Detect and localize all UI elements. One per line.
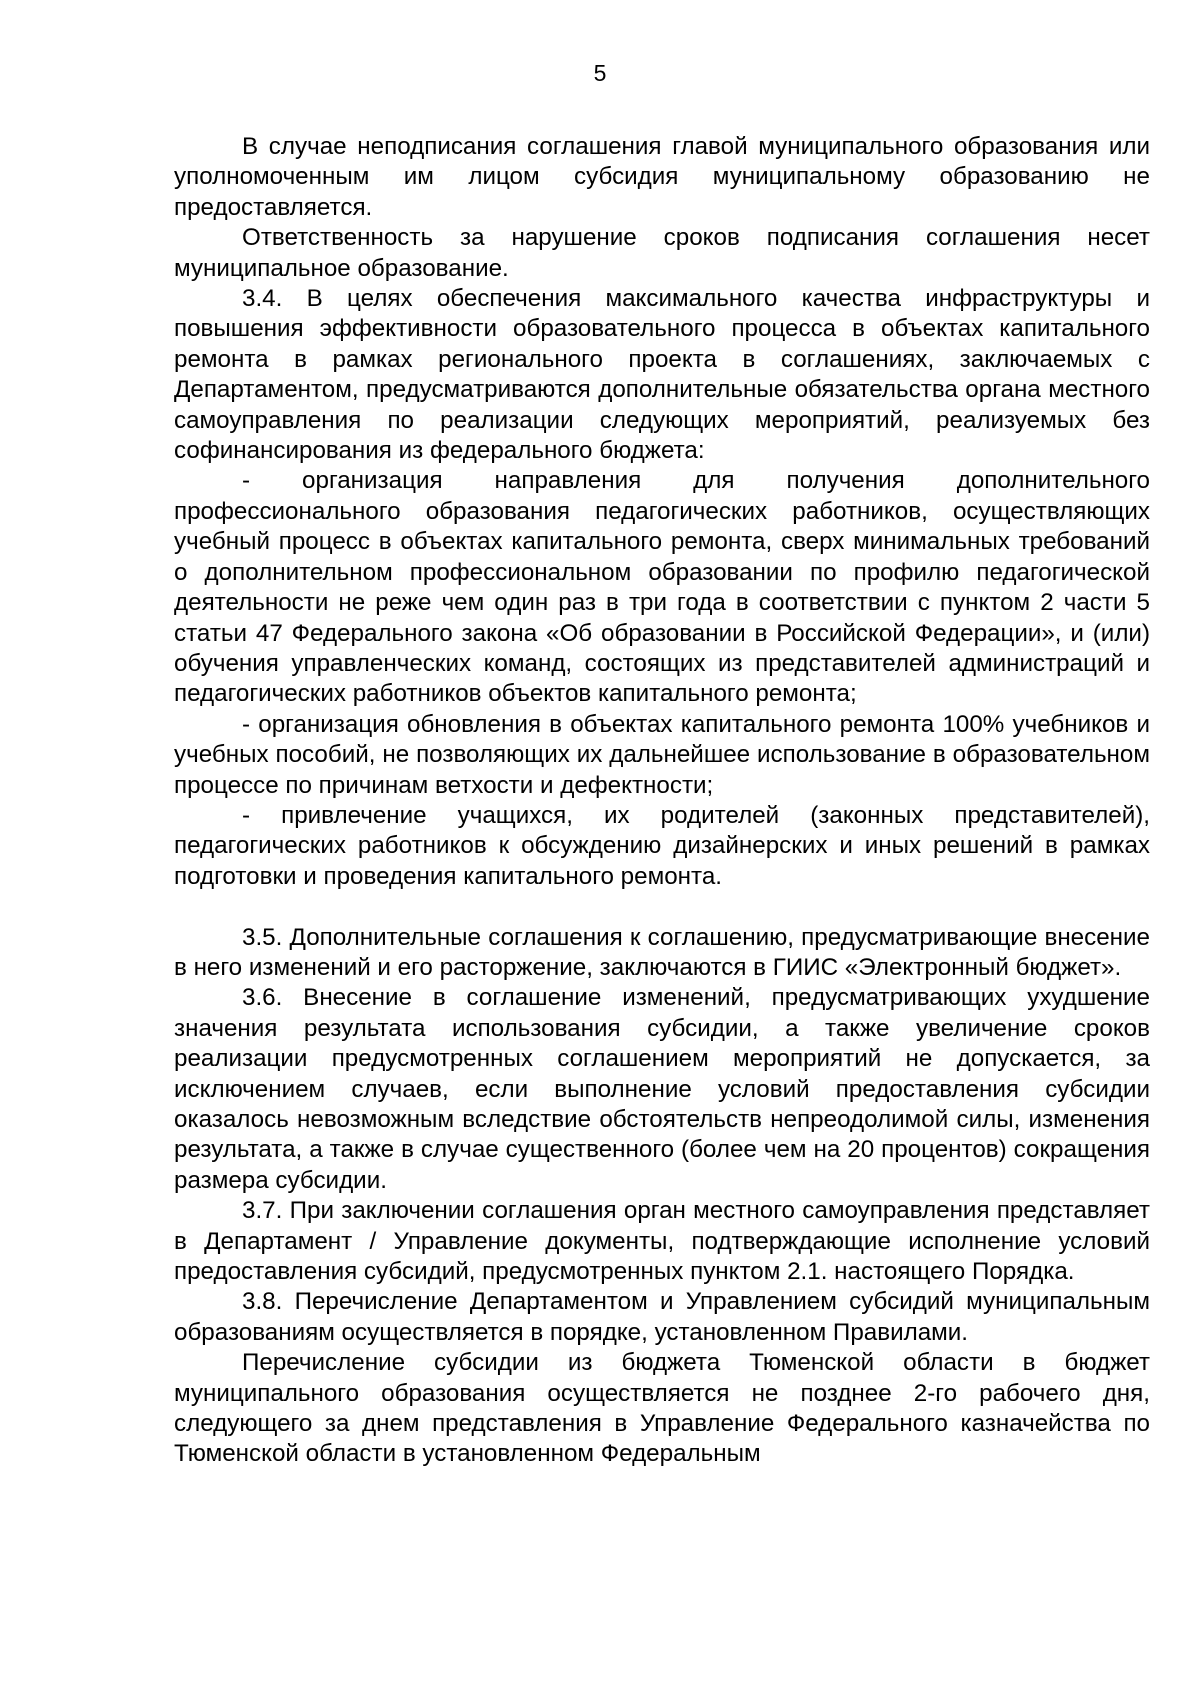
- page-number: 5: [593, 60, 607, 86]
- list-item-design-discussion: - привлечение учащихся, их родителей (законных представителей), педагогических работников к обсуждению дизайнерских и иных решений в рамках подготовки и проведения капитального ремонта.: [174, 801, 1150, 890]
- paragraph-3-7: 3.7. При заключении соглашения орган местного самоуправления представляет в Департамент / Управление документы, подтверждающие исполнение условий предоставления субсидий, предусмотренных пунктом 2.1. настоящего Порядка.: [174, 1197, 1150, 1286]
- paragraph-transfer-terms: Перечисление субсидии из бюджета Тюменской области в бюджет муниципального образования осуществляется не позднее 2-го рабочего дня, следующего за днем представления в Управление Федерального казначейства по Тюменской области в установленном Федеральным: [174, 1349, 1150, 1468]
- paragraph-3-5: 3.5. Дополнительные соглашения к соглашению, предусматривающие внесение в него изменений и его расторжение, заключаются в ГИИС «Электронный бюджет».: [174, 923, 1150, 981]
- paragraph-3-8: 3.8. Перечисление Департаментом и Управлением субсидий муниципальным образованиям осуществляется в порядке, установленном Правилами.: [174, 1288, 1150, 1346]
- paragraph-3-6: 3.6. Внесение в соглашение изменений, предусматривающих ухудшение значения результата использования субсидии, а также увеличение сроков реализации предусмотренных соглашением мероприятий не допускается, за исключением случаев, если выполнение условий предоставления субсидии оказалось невозможным вследствие обстоятельств непреодолимой силы, изменения результата, а также в случае существенного (более чем на 20 процентов) сокращения размера субсидии.: [174, 984, 1150, 1194]
- paragraph-responsibility: Ответственность за нарушение сроков подписания соглашения несет муниципальное образование.: [174, 224, 1150, 282]
- paragraph-unsigned-agreement: В случае неподписания соглашения главой муниципального образования или уполномоченным им лицом субсидия муниципальному образованию не предоставляется.: [174, 133, 1150, 221]
- paragraph-3-4: 3.4. В целях обеспечения максимального качества инфраструктуры и повышения эффективности образовательного процесса в объектах капитального ремонта в рамках регионального проекта в соглашениях, заключаемых с Департаментом, предусматриваются дополнительные обязательства органа местного самоуправления по реализации следующих мероприятий, реализуемых без софинансирования из федерального бюджета:: [174, 285, 1150, 465]
- document-body: [174, 132, 1150, 1470]
- list-item-textbook-renewal: - организация обновления в объектах капитального ремонта 100% учебников и учебных пособий, не позволяющих их дальнейшее использование в образовательном процессе по причинам ветхости и дефектности;: [174, 710, 1150, 799]
- list-item-professional-education: - организация направления для получения дополнительного профессионального образования педагогических работников, осуществляющих учебный процесс в объектах капитального ремонта, сверх минимальных требований о дополнительном профессиональном образовании по профилю педагогической деятельности не реже чем один раз в три года в соответствии с пунктом 2 части 5 статьи 47 Федерального закона «Об образовании в Российской Федерации», и (или) обучения управленческих команд, состоящих из представителей администраций и педагогических работников объектов капитального ремонта;: [174, 467, 1150, 708]
